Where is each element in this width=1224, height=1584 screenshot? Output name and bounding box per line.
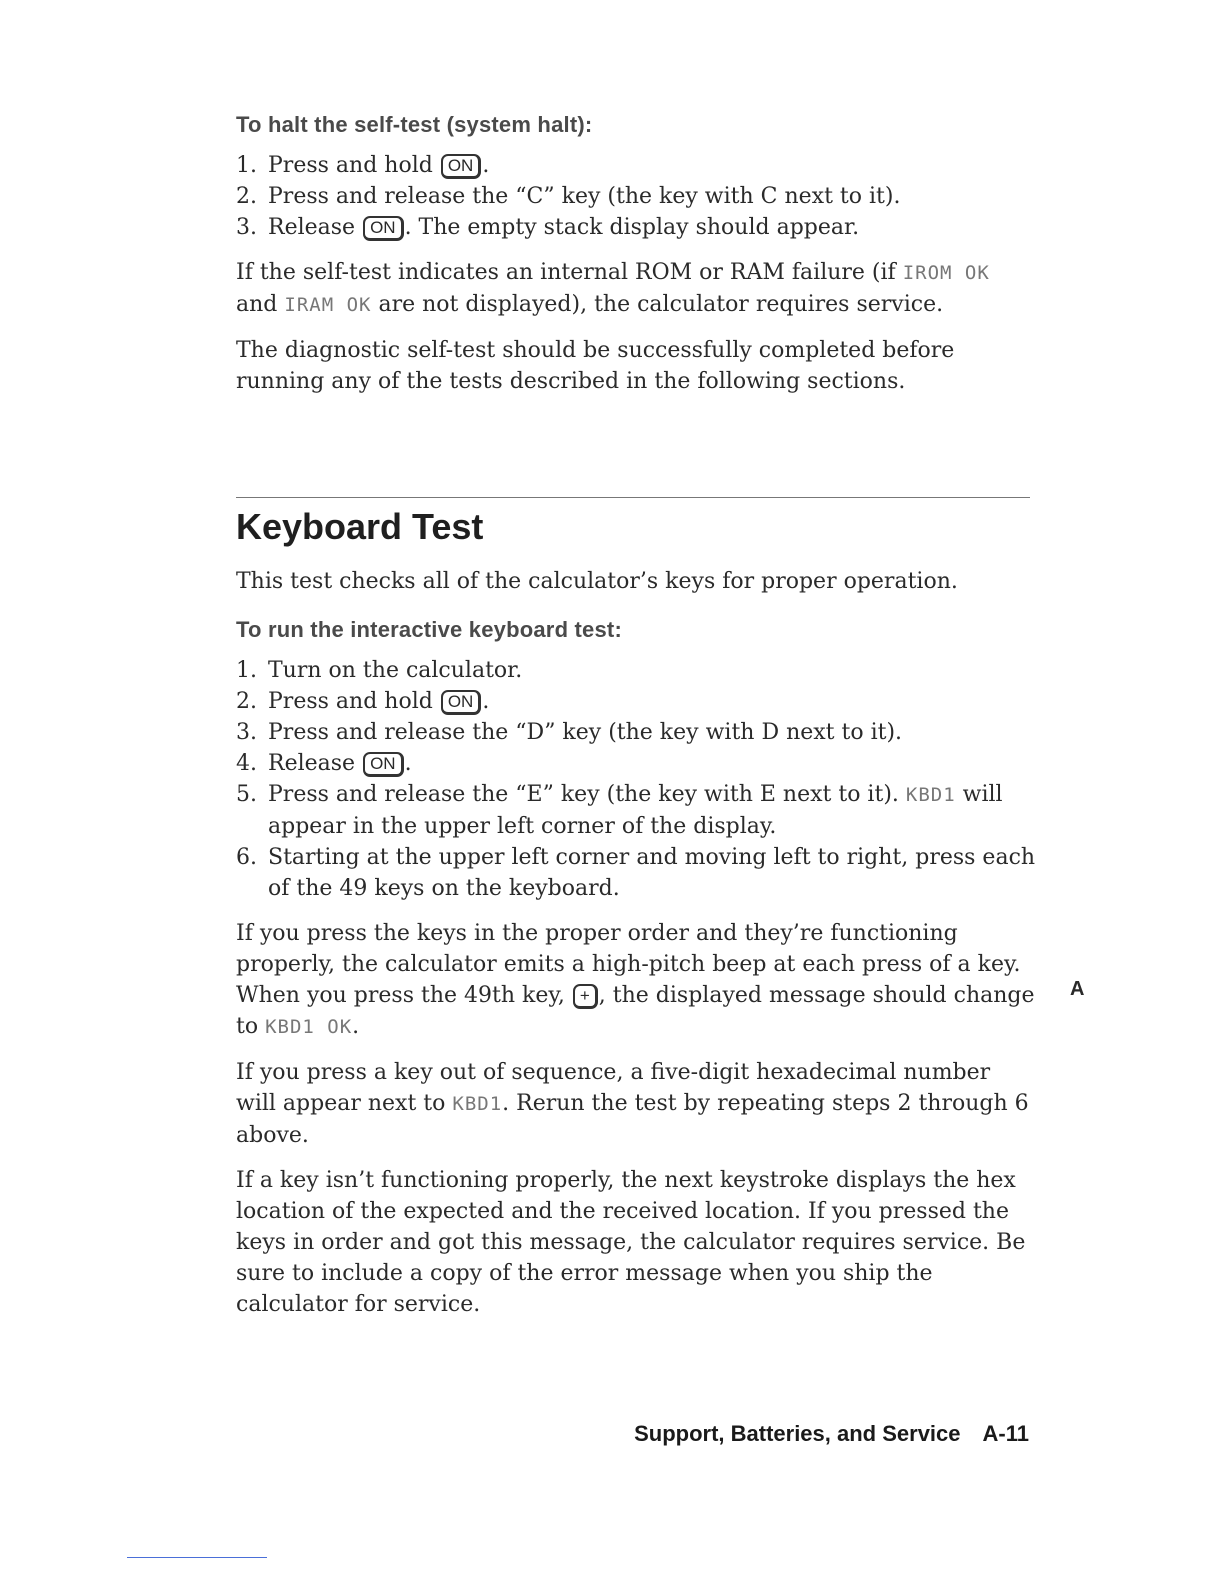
lcd-text: IROM OK	[902, 262, 990, 284]
keyboard-test-steps	[236, 655, 1036, 904]
plus-key: +	[573, 984, 598, 1009]
list-item: 3. Release ON . The empty stack display should appear.	[236, 215, 860, 240]
lcd-text: KBD1	[452, 1093, 503, 1115]
list-item: 5. Press and release the “E” key (the key with E next to it). KBD1 will appear in the upper left corner of the display.	[236, 782, 1003, 839]
page-footer	[0, 1421, 1029, 1447]
keys-order-paragraph: If you press the keys in the proper order and they’re functioning properly, the calculator emits a high-pitch beep at each press of a key. When you press the 49th key, + , the displayed message should change to KBD1 OK.	[236, 921, 1035, 1039]
list-item: 6. Starting at the upper left corner and moving left to right, press each of the 49 keys on the keyboard.	[236, 845, 1036, 901]
bottom-edge-line	[127, 1557, 267, 1558]
lcd-text: KBD1	[905, 784, 956, 806]
out-of-sequence-paragraph: If you press a key out of sequence, a five-digit hexadecimal number will appear next to KBD1. Rerun the test by repeating steps 2 through 6 above.	[236, 1060, 1029, 1148]
on-key: ON	[363, 216, 404, 241]
diagnostic-paragraph: The diagnostic self-test should be successfully completed before running any of the tests described in the following sections.	[236, 338, 955, 394]
keyboard-test-heading: To run the interactive keyboard test:	[236, 617, 622, 642]
footer-title: Support, Batteries, and Service	[634, 1421, 961, 1446]
list-item: 1. Press and hold ON .	[236, 153, 490, 178]
page-content	[236, 112, 1036, 1334]
lcd-text: IRAM OK	[284, 294, 372, 316]
on-key: ON	[441, 154, 482, 179]
system-halt-heading: To halt the self-test (system halt):	[236, 112, 593, 137]
appendix-tab-letter: A	[1070, 978, 1085, 1000]
list-item: 2. Press and release the “C” key (the key with C next to it).	[236, 184, 901, 209]
system-halt-steps	[236, 150, 1036, 243]
list-item: 1. Turn on the calculator.	[236, 658, 523, 683]
list-item: 4. Release ON .	[236, 751, 412, 776]
section-divider	[236, 497, 1030, 498]
lcd-text: KBD1 OK	[265, 1016, 353, 1038]
section-title: Keyboard Test	[236, 506, 484, 547]
on-key: ON	[441, 690, 482, 715]
list-item: 2. Press and hold ON .	[236, 689, 490, 714]
rom-ram-failure-paragraph: If the self-test indicates an internal ROM or RAM failure (if IROM OK and IRAM OK are not displayed), the calculator requires service.	[236, 260, 990, 317]
keyboard-test-intro: This test checks all of the calculator’s keys for proper operation.	[236, 569, 958, 594]
on-key: ON	[363, 752, 404, 777]
key-failure-paragraph: If a key isn’t functioning properly, the next keystroke displays the hex location of the expected and the received location. If you pressed the keys in order and got this message, the calculator requires service. Be sure to include a copy of the error message when you ship the calculator for service.	[236, 1168, 1026, 1317]
list-item: 3. Press and release the “D” key (the key with D next to it).	[236, 720, 903, 745]
page-number: A-11	[982, 1421, 1029, 1446]
